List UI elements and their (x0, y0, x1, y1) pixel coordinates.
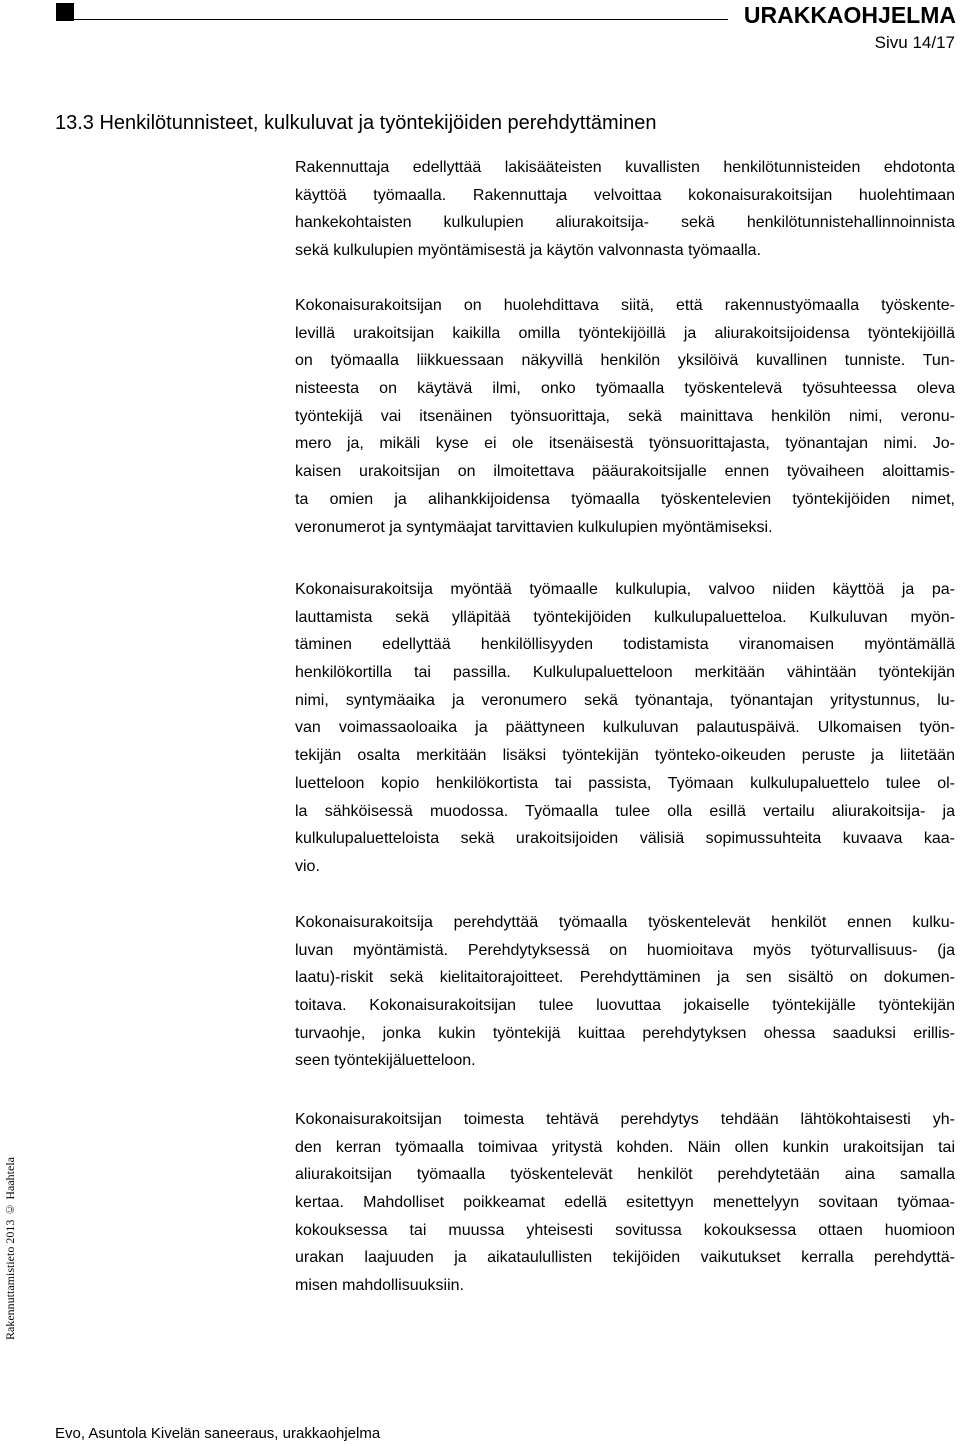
text-line: hankekohtaisten kulkulupien aliurakoitsija- sekä henkilötunnistehallinnoinnista (295, 214, 955, 232)
text-line: käyttöä työmaalla. Rakennuttaja velvoittaa kokonaisurakoitsijan huolehtimaan (295, 186, 955, 204)
text-line: urakan laajuuden ja aikataulullisten tekijöiden vaikutukset kerralla perehdyttä- (295, 1249, 955, 1267)
text-line: kulkulupaluetteloista sekä urakoitsijoiden välisiä sopimussuhteita kuvaava kaa- (295, 830, 955, 848)
text-line: henkilökortilla tai passilla. Kulkulupaluetteloon merkitään vähintään työntekijän (295, 664, 955, 682)
text-line: den kerran työmaalla toimivaa yritystä kohden. Näin ollen kunkin urakoitsijan tai (295, 1138, 955, 1156)
header-rule (56, 19, 728, 20)
text-line: Kokonaisurakoitsija myöntää työmaalle kulkulupia, valvoo niiden käyttöä ja pa- (295, 581, 955, 598)
paragraph-2 (295, 292, 955, 541)
text-line: turvaohje, jonka kukin työntekijä kuittaa perehdytyksen ohessa saaduksi erillis- (295, 1024, 955, 1042)
page-number: Sivu 14/17 (874, 33, 955, 52)
text-line: van voimassaoloaika ja päättyneen kulkuluvan palautuspäivä. Ulkomaisen työn- (295, 719, 955, 737)
text-line: Kokonaisurakoitsija perehdyttää työmaalla työskentelevät henkilöt ennen kulku- (295, 914, 955, 931)
text-line: nimi, syntymäaika ja veronumero sekä työnantaja, työnantajan yritystunnus, lu- (295, 691, 955, 709)
text-line: Kokonaisurakoitsijan on huolehdittava siitä, että rakennustyömaalla työskente- (295, 297, 955, 314)
text-line: misen mahdollisuuksiin. (295, 1277, 464, 1295)
text-line: kertaa. Mahdolliset poikkeamat edellä esitettyyn menettelyyn sovitaan työmaa- (295, 1194, 955, 1212)
text-line: laatu)-riskit sekä kielitaitorajoitteet. Perehdyttäminen ja sen sisältö on dokumen- (295, 969, 955, 987)
text-line: aliurakoitsijan työmaalla työskentelevät henkilöt perehdytetään aina samalla (295, 1166, 955, 1184)
text-line: ta omien ja alihankkijoidensa työmaalla työskentelevien työntekijöiden nimet, (295, 490, 955, 508)
text-line: täminen edellyttää henkilöllisyyden todistamista viranomaisen myöntämällä (295, 636, 955, 654)
text-line: mero ja, mikäli kyse ei ole itsenäisestä työnsuorittajasta, työnantajan nimi. Jo- (295, 435, 955, 453)
text-line: toitava. Kokonaisurakoitsijan tulee luovuttaa jokaiselle työntekijälle työntekijän (295, 997, 955, 1015)
paragraph-3 (295, 576, 955, 881)
document-title: URAKKAOHJELMA (743, 2, 956, 28)
text-line: veronumerot ja syntymäajat tarvittavien kulkulupien myöntämiseksi. (295, 518, 773, 536)
text-line: tekijän osalta merkitään lisäksi työntekijän työnteko-oikeuden peruste ja liitetään (295, 747, 955, 765)
text-line: lauttamista sekä ylläpitää työntekijöiden kulkulupaluetteloa. Kulkuluvan myön- (295, 608, 955, 626)
section-heading: 13.3 Henkilötunnisteet, kulkuluvat ja työntekijöiden perehdyttäminen (55, 112, 657, 134)
text-line: Rakennuttaja edellyttää lakisääteisten kuvallisten henkilötunnisteiden ehdotonta (295, 159, 955, 176)
text-line: seen työntekijäluetteloon. (295, 1052, 476, 1070)
text-line: luvan myöntämistä. Perehdytyksessä on huomioitava myös työturvallisuus- (ja (295, 941, 955, 959)
text-line: la sähköisessä muodossa. Työmaalla tulee olla esillä vertailu aliurakoitsija- ja (295, 802, 955, 820)
page-footer: Evo, Asuntola Kivelän saneeraus, urakkaohjelma (55, 1425, 381, 1442)
copyright-side-note: Rakennuttamistieto 2013 © Haahtela (3, 1157, 17, 1340)
text-line: sekä kulkulupien myöntämisestä ja käytön valvonnasta työmaalla. (295, 242, 762, 260)
text-line: työntekijä vai itsenäinen työnsuorittaja, sekä mainittava henkilön nimi, veronu- (295, 407, 955, 425)
text-line: on työmaalla liikkuessaan näkyvillä henkilön yksilöivä kuvallinen tunniste. Tun- (295, 352, 955, 370)
text-line: Kokonaisurakoitsijan toimesta tehtävä perehdytys tehdään lähtökohtaisesti yh- (295, 1111, 955, 1128)
paragraph-5 (295, 1106, 955, 1300)
paragraph-1 (295, 154, 955, 265)
text-line: kokouksessa tai muussa yhteisesti sovitussa kokouksessa ottaen huomioon (295, 1221, 955, 1239)
text-line: levillä urakoitsijan kaikilla omilla työntekijöillä ja aliurakoitsijoidensa työntekijöillä (295, 324, 955, 342)
text-line: luetteloon kopio henkilökortista tai passista, Työmaan kulkulupaluettelo tulee ol- (295, 774, 955, 792)
paragraph-4 (295, 909, 955, 1075)
text-line: vio. (295, 857, 320, 875)
text-line: kaisen urakoitsijan on ilmoitettava pääurakoitsijalle ennen työvaiheen aloittamis- (295, 463, 955, 481)
text-line: nisteesta on käytävä ilmi, onko työmaalla työskentelevä työsuhteessa oleva (295, 380, 955, 398)
